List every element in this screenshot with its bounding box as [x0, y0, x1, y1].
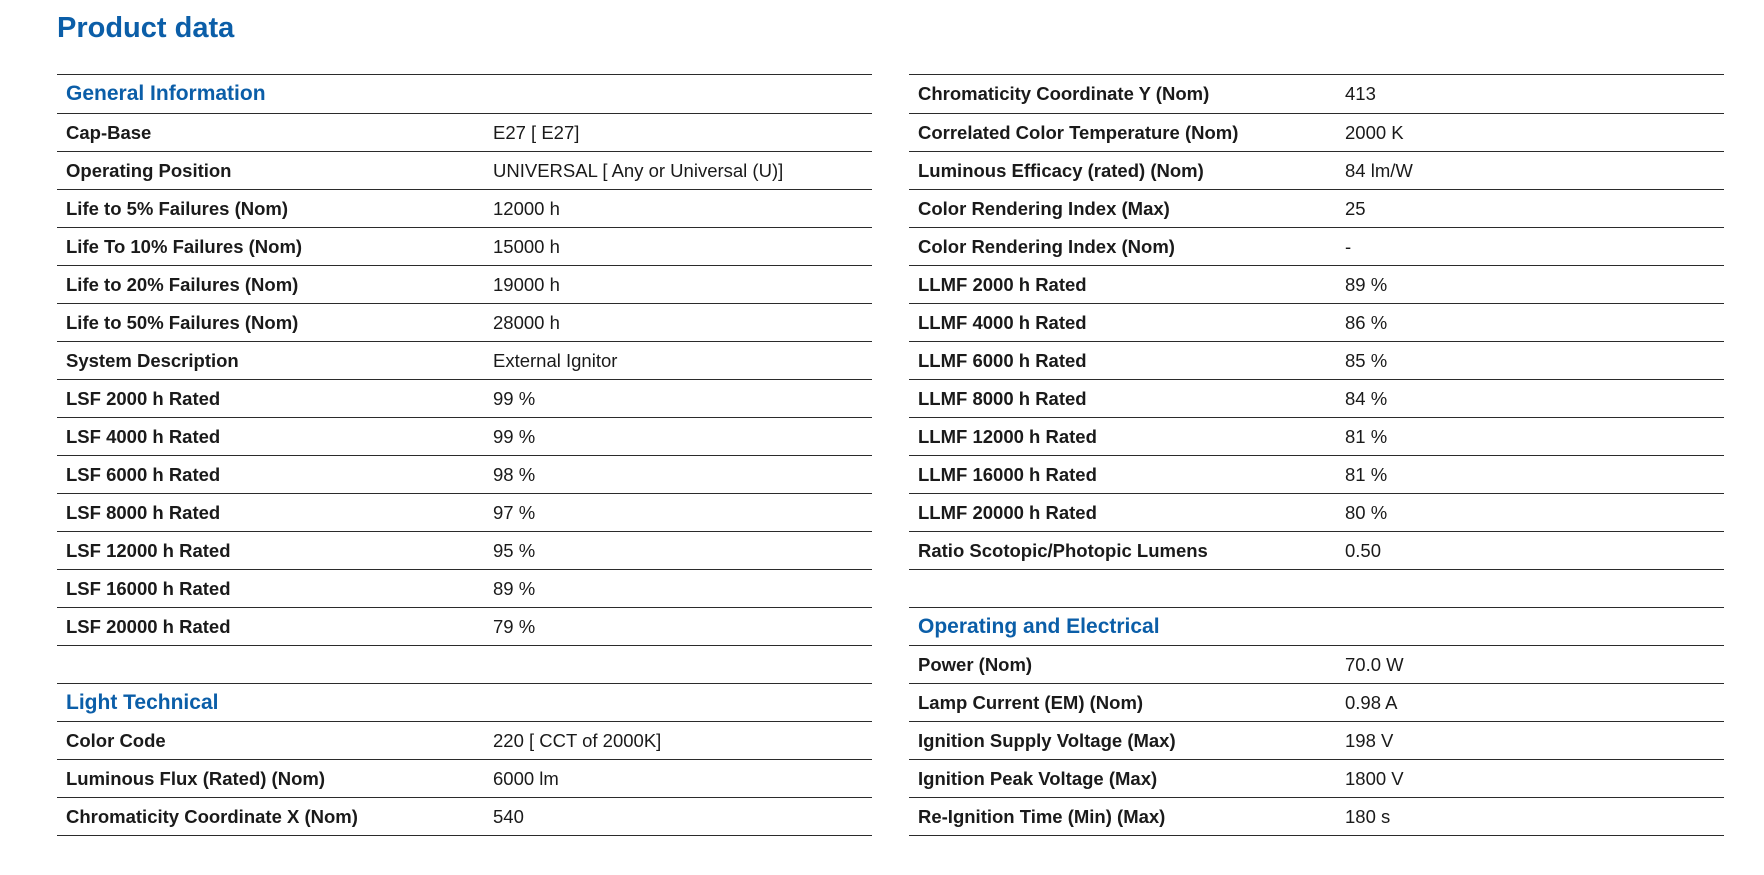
general-info-table [57, 114, 872, 646]
row-label: LLMF 8000 h Rated [918, 387, 1087, 409]
table-row [909, 228, 1724, 266]
row-value: 15000 h [493, 235, 560, 257]
spacer-row [57, 646, 872, 684]
row-label: Chromaticity Coordinate X (Nom) [66, 805, 358, 827]
row-label: LSF 16000 h Rated [66, 577, 231, 599]
table-row [909, 532, 1724, 570]
row-value: 0.98 A [1345, 691, 1398, 713]
table-row [57, 532, 872, 570]
table-row [909, 456, 1724, 494]
row-label: System Description [66, 349, 239, 371]
table-row [909, 760, 1724, 798]
page-title: Product data [57, 12, 235, 44]
row-value: 540 [493, 805, 524, 827]
row-label: LLMF 2000 h Rated [918, 273, 1087, 295]
table-row [909, 722, 1724, 760]
table-row [909, 494, 1724, 532]
row-label: Correlated Color Temperature (Nom) [918, 121, 1239, 143]
row-value: 413 [1345, 83, 1376, 104]
row-label: Color Rendering Index (Nom) [918, 235, 1175, 257]
table-row [909, 114, 1724, 152]
row-label: LSF 8000 h Rated [66, 501, 221, 523]
row-label: Luminous Flux (Rated) (Nom) [66, 767, 325, 789]
light-technical-table [57, 722, 872, 836]
section-heading-label: Light Technical [66, 690, 219, 714]
row-label: LSF 20000 h Rated [66, 615, 231, 637]
row-value: 84 % [1345, 387, 1388, 409]
row-label: Color Code [66, 729, 166, 751]
row-value: 97 % [493, 501, 536, 523]
section-heading-light [57, 684, 872, 722]
row-value: 81 % [1345, 425, 1388, 447]
table-row [57, 304, 872, 342]
row-value: 12000 h [493, 197, 560, 219]
table-row [57, 380, 872, 418]
row-label: LSF 4000 h Rated [66, 425, 221, 447]
row-value: 28000 h [493, 311, 560, 333]
table-row [909, 418, 1724, 456]
row-value: 79 % [493, 615, 536, 637]
table-row [57, 456, 872, 494]
row-value: 89 % [493, 577, 536, 599]
row-label: Power (Nom) [918, 653, 1033, 675]
table-row [57, 722, 872, 760]
row-label: Lamp Current (EM) (Nom) [918, 691, 1144, 713]
row-value: 95 % [493, 539, 536, 561]
table-row [909, 190, 1724, 228]
row-label: LLMF 16000 h Rated [918, 463, 1097, 485]
row-label: Color Rendering Index (Max) [918, 197, 1170, 219]
section-heading-label: Operating and Electrical [918, 614, 1160, 638]
row-label: LLMF 4000 h Rated [918, 311, 1087, 333]
row-value: 80 % [1345, 501, 1388, 523]
row-value: 198 V [1345, 729, 1394, 751]
row-value: 99 % [493, 425, 536, 447]
table-row [57, 342, 872, 380]
row-label: LSF 2000 h Rated [66, 387, 221, 409]
spacer-row [909, 570, 1724, 608]
table-row [57, 608, 872, 646]
row-label: Life To 10% Failures (Nom) [66, 235, 303, 257]
row-value: 220 [ CCT of 2000K] [493, 729, 662, 751]
table-row [57, 760, 872, 798]
operating-electrical-table [909, 646, 1724, 836]
row-label: Life to 50% Failures (Nom) [66, 311, 299, 333]
section-heading-general [57, 74, 872, 114]
table-row [57, 798, 872, 836]
row-label: LLMF 20000 h Rated [918, 501, 1097, 523]
row-label: Re-Ignition Time (Min) (Max) [918, 805, 1166, 827]
row-label: Ignition Supply Voltage (Max) [918, 729, 1176, 751]
row-value: 85 % [1345, 349, 1388, 371]
table-row [57, 418, 872, 456]
row-label: LSF 12000 h Rated [66, 539, 231, 561]
table-row [909, 342, 1724, 380]
table-row [57, 190, 872, 228]
table-row [57, 494, 872, 532]
table-row [909, 380, 1724, 418]
table-row [909, 152, 1724, 190]
row-label: LLMF 6000 h Rated [918, 349, 1087, 371]
row-value: E27 [ E27] [493, 121, 580, 143]
row-value: 180 s [1345, 805, 1391, 827]
light-technical-table-continued [909, 74, 1724, 570]
row-value: 89 % [1345, 273, 1388, 295]
row-value: 0.50 [1345, 539, 1382, 561]
row-value: 1800 V [1345, 767, 1404, 789]
section-heading-electrical [909, 608, 1724, 646]
table-row [909, 266, 1724, 304]
section-heading-label: General Information [66, 82, 266, 105]
row-label: Ratio Scotopic/Photopic Lumens [918, 539, 1208, 561]
row-label: Chromaticity Coordinate Y (Nom) [918, 83, 1210, 104]
right-column [909, 74, 1724, 836]
table-row [57, 114, 872, 152]
table-row [57, 152, 872, 190]
table-row [909, 798, 1724, 836]
left-column [57, 74, 872, 836]
row-value: 98 % [493, 463, 536, 485]
row-value: - [1345, 235, 1352, 257]
row-value: 84 lm/W [1345, 159, 1413, 181]
row-label: Cap-Base [66, 121, 152, 143]
row-label: Ignition Peak Voltage (Max) [918, 767, 1158, 789]
row-label: Life to 5% Failures (Nom) [66, 197, 289, 219]
row-value: 70.0 W [1345, 653, 1404, 675]
table-row [57, 266, 872, 304]
row-value: External Ignitor [493, 349, 618, 371]
table-row [909, 74, 1724, 114]
row-label: Operating Position [66, 159, 232, 181]
table-row [57, 570, 872, 608]
row-value: 25 [1345, 197, 1366, 219]
row-value: 2000 K [1345, 121, 1404, 143]
row-value: 19000 h [493, 273, 560, 295]
row-value: 86 % [1345, 311, 1388, 333]
row-label: LSF 6000 h Rated [66, 463, 221, 485]
table-row [57, 228, 872, 266]
row-value: 81 % [1345, 463, 1388, 485]
row-value: 99 % [493, 387, 536, 409]
table-row [909, 304, 1724, 342]
row-label: LLMF 12000 h Rated [918, 425, 1097, 447]
row-value: UNIVERSAL [ Any or Universal (U)] [493, 159, 784, 181]
row-label: Luminous Efficacy (rated) (Nom) [918, 159, 1204, 181]
row-label: Life to 20% Failures (Nom) [66, 273, 299, 295]
row-value: 6000 lm [493, 767, 559, 789]
table-row [909, 684, 1724, 722]
table-row [909, 646, 1724, 684]
